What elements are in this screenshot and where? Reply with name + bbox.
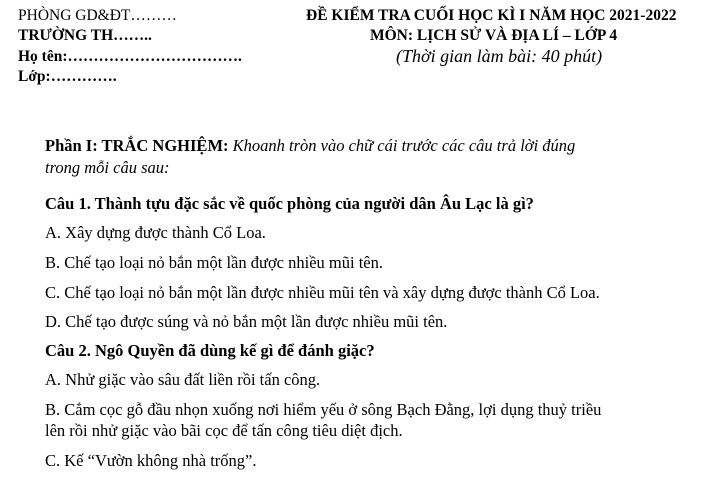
question-2-option-c: C. Kế “Vườn không nhà trống”. xyxy=(45,451,257,470)
question-1-option-c: C. Chế tạo loại nỏ bắn một lần được nhiều mũi tên và xây dựng được thành Cổ Loa. xyxy=(45,283,600,302)
exam-title: ĐỀ KIỂM TRA CUỐI HỌC KÌ I NĂM HỌC 2021-2022 xyxy=(306,7,677,24)
part1-instruction: Khoanh tròn vào chữ cái trước các câu trả lời đúng xyxy=(232,136,576,155)
question-1-option-b: B. Chế tạo loại nỏ bắn một lần được nhiều mũi tên. xyxy=(45,253,383,272)
question-2-option-a: A. Nhử giặc vào sâu đất liền rồi tấn công. xyxy=(45,370,321,389)
part1-heading-line xyxy=(45,135,575,157)
class-line: Lớp:…………. xyxy=(18,68,117,85)
question-2-option-b-cont: lên rồi nhử giặc vào bãi cọc để tấn công tiêu diệt địch. xyxy=(45,421,403,440)
school-line: TRƯỜNG TH…….. xyxy=(18,27,152,44)
part1-heading: Phần I: TRẮC NGHIỆM: xyxy=(45,136,229,155)
question-2-title: Câu 2. Ngô Quyền đã dùng kế gì để đánh giặc? xyxy=(45,341,375,360)
question-2-option-b: B. Cắm cọc gỗ đầu nhọn xuống nơi hiểm yếu ở sông Bạch Đằng, lợi dụng thuỷ triều xyxy=(45,400,602,419)
exam-time: (Thời gian làm bài: 40 phút) xyxy=(396,46,603,66)
exam-subject: MÔN: LỊCH SỬ VÀ ĐỊA LÍ – LỚP 4 xyxy=(370,27,618,44)
question-1-title: Câu 1. Thành tựu đặc sắc về quốc phòng của người dân Âu Lạc là gì? xyxy=(45,194,534,213)
question-1-option-d: D. Chế tạo được súng và nỏ bắn một lần được nhiều mũi tên. xyxy=(45,312,448,331)
question-1-option-a: A. Xây dựng được thành Cổ Loa. xyxy=(45,223,266,242)
part1-instruction-cont: trong mỗi câu sau: xyxy=(45,158,170,177)
student-name-line: Họ tên:……………………………. xyxy=(18,48,242,65)
dept-line: PHÒNG GD&ĐT……… xyxy=(18,7,177,24)
